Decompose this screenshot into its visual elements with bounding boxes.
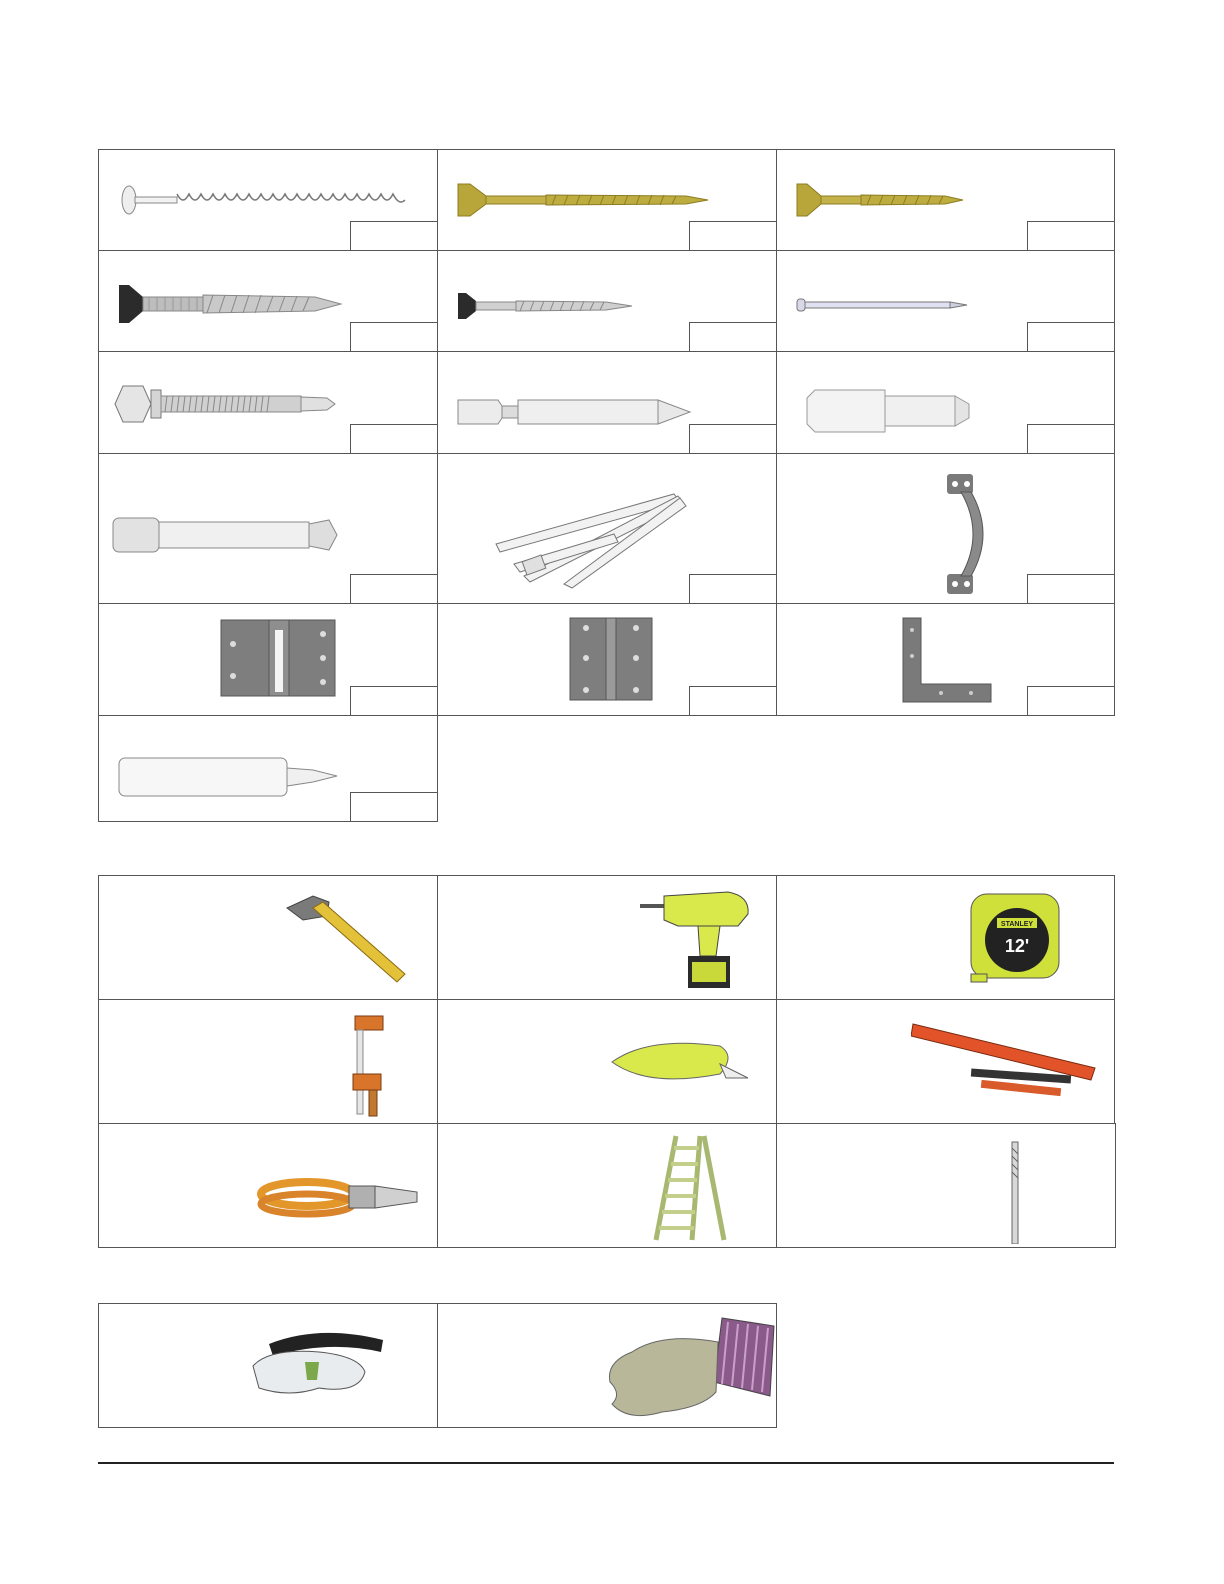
nut-driver-icon: [111, 510, 351, 560]
safety-cell-gloves: [437, 1303, 777, 1428]
tool-cell-ladder: [437, 1123, 777, 1248]
hardware-cell-j: [98, 453, 438, 604]
hardware-cell-f: [776, 250, 1115, 352]
tool-cell-hammer: [98, 875, 438, 1000]
hardware-cell-c: [776, 149, 1115, 251]
work-gloves-icon: [602, 1312, 778, 1428]
quantity-label-box: [350, 574, 438, 604]
tool-cell-clamp: [98, 999, 438, 1124]
bar-clamp-icon: [343, 1012, 393, 1122]
quantity-label-box: [689, 424, 777, 454]
cordless-drill-icon: [638, 886, 758, 996]
hardware-cell-p: [98, 715, 438, 822]
quantity-label-box: [689, 221, 777, 251]
hardware-cell-a: [98, 149, 438, 251]
quantity-label-box: [1027, 686, 1115, 716]
lift-off-hinge-icon: [219, 616, 339, 700]
quantity-label-box: [689, 574, 777, 604]
quantity-label-box: [689, 322, 777, 352]
hardware-cell-i: [776, 351, 1115, 454]
quantity-label-box: [1027, 322, 1115, 352]
tool-cell-pliers: [98, 1123, 438, 1248]
quantity-label-box: [1027, 574, 1115, 604]
hardware-cell-e: [437, 250, 777, 352]
pan-head-screw-icon: [456, 289, 636, 323]
utility-knife-icon: [608, 1034, 758, 1094]
hardware-cell-n: [437, 603, 777, 716]
pliers-icon: [257, 1166, 427, 1226]
hex-key-set-icon: [494, 484, 694, 594]
tape-measure-brand: STANLEY: [1000, 921, 1034, 928]
brass-screw-long-icon: [456, 180, 716, 220]
butt-hinge-icon: [566, 614, 656, 704]
hardware-cell-k: [437, 453, 777, 604]
lag-screw-icon: [115, 281, 355, 327]
hardware-cell-b: [437, 149, 777, 251]
quantity-label-box: [689, 686, 777, 716]
quantity-label-box: [350, 792, 438, 822]
quantity-label-box: [350, 686, 438, 716]
door-handle-icon: [941, 470, 991, 598]
hardware-cell-m: [98, 603, 438, 716]
caulk-tube-icon: [115, 754, 345, 800]
phillips-bit-long-icon: [454, 392, 694, 432]
safety-cell-goggles: [98, 1303, 438, 1428]
hardware-cell-o: [776, 603, 1115, 716]
tool-cell-utility-knife: [437, 999, 777, 1124]
hex-self-drilling-screw-icon: [109, 376, 349, 432]
hardware-cell-h: [437, 351, 777, 454]
corner-bracket-icon: [901, 616, 993, 704]
safety-goggles-icon: [249, 1322, 389, 1412]
quantity-label-box: [1027, 424, 1115, 454]
finish-nail-icon: [795, 295, 975, 315]
tool-cell-drill: [437, 875, 777, 1000]
hardware-cell-l: [776, 453, 1115, 604]
tool-cell-tape-measure: [776, 875, 1115, 1000]
quantity-label-box: [350, 322, 438, 352]
hammer-icon: [283, 890, 413, 990]
drill-bit-icon: [1005, 1140, 1025, 1244]
footer-rule: [98, 1462, 1114, 1464]
tool-cell-drill-bit: [776, 1123, 1116, 1248]
level-icon: [911, 1020, 1107, 1110]
phillips-bit-short-icon: [803, 386, 983, 436]
quantity-label-box: [350, 221, 438, 251]
step-ladder-icon: [652, 1132, 732, 1244]
hardware-cell-g: [98, 351, 438, 454]
hardware-cell-d: [98, 250, 438, 352]
wood-screw-icon: [117, 180, 417, 220]
tape-measure-icon: [967, 886, 1067, 990]
quantity-label-box: [1027, 221, 1115, 251]
brass-screw-short-icon: [795, 180, 995, 220]
tape-measure-size: 12': [1004, 936, 1030, 956]
tool-cell-level: [776, 999, 1115, 1124]
quantity-label-box: [350, 424, 438, 454]
